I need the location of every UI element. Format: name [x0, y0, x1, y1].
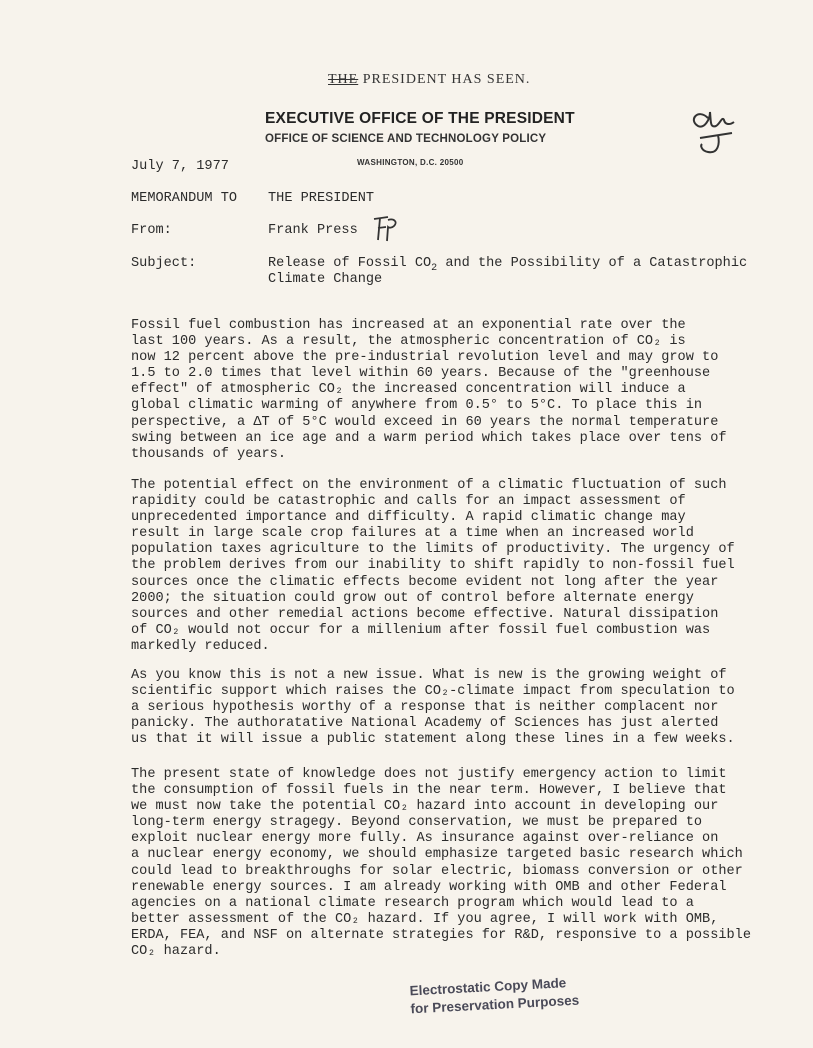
preservation-stamp-line-2: for Preservation Purposes [410, 992, 580, 1017]
subject-line-1 [268, 256, 748, 274]
to-label: MEMORANDUM TO [131, 191, 238, 206]
preservation-stamp [409, 974, 579, 1019]
from-label: From: [131, 223, 172, 238]
handwritten-fp-initials [372, 214, 402, 244]
letterhead-office: OFFICE OF SCIENCE AND TECHNOLOGY POLICY [265, 133, 547, 145]
president-seen-stamp [328, 72, 530, 88]
stamp-text: PRESIDENT HAS SEEN. [358, 72, 531, 87]
letterhead-address: WASHINGTON, D.C. 20500 [357, 158, 464, 167]
subject-line-1-b: and the Possibility of a Catastrophic [437, 256, 748, 271]
paragraph-3: As you know this is not a new issue. What is new is the growing weight of scientific support which raises the CO₂-climate impact from speculation to a serious hypothesis worthy of a response that is neither complacent nor panicky. The authoratative National Academy of Sciences has just alerted us that it will issue a public statement along these lines in a few weeks. [131, 668, 735, 748]
paragraph-2: The potential effect on the environment of a climatic fluctuation of such rapidity could be catastrophic and calls for an impact assessment of unprecedented importance and difficulty. A rapid climatic change may result in large scale crop failures at a time when an increased world population taxes agriculture to the limits of productivity. The urgency of the problem derives from our inability to shift rapidly to non-fossil fuel sources once the climatic effects become evident not long after the year 2000; the situation could grow out of control before alternate energy sources and other remedial actions become effective. Natural dissipation of CO₂ would not occur for a millenium after fossil fuel combustion was markedly reduced. [131, 478, 735, 654]
paragraph-1: Fossil fuel combustion has increased at an exponential rate over the last 100 years. As a result, the atmospheric concentration of CO₂ is now 12 percent above the pre-industrial revolution level and may grow to 1.5 to 2.0 times that level within 60 years. Because of the "greenhouse effect" of atmospheric CO₂ the increased concentration will induce a global climatic warming of anywhere from 0.5° to 5°C. To place this in perspective, a ΔT of 5°C would exceed in 60 years the normal temperature swing between an ice age and a warm period which takes place over tens of thousands of years. [131, 318, 727, 462]
subject-line-2: Climate Change [268, 272, 383, 287]
handwritten-initials [680, 98, 740, 162]
paragraph-4: The present state of knowledge does not justify emergency action to limit the consumption of fossil fuels in the near term. However, I believe that we must now take the potential CO₂ hazard into account in developing our long-term energy stragegy. Beyond conservation, we must be prepared to exploit nuclear energy more fully. As insurance against over-reliance on a nuclear energy economy, we should emphasize targeted basic research which could lead to breakthroughs for solar electric, biomass conversion or other renewable energy sources. I am already working with OMB and other Federal agencies on a national climate research program which would lead to a better assessment of the CO₂ hazard. If you agree, I will work with OMB, ERDA, FEA, and NSF on alternate strategies for R&D, responsive to a possible CO₂ hazard. [131, 767, 751, 960]
memo-date: July 7, 1977 [131, 159, 229, 174]
stamp-strike-word: THE [328, 72, 359, 87]
subject-label: Subject: [131, 256, 197, 271]
letterhead-title: EXECUTIVE OFFICE OF THE PRESIDENT [265, 110, 575, 127]
from-value: Frank Press [268, 223, 358, 238]
subject-line-1-a: Release of Fossil CO [268, 256, 432, 271]
subject-subscript: 2 [431, 263, 438, 274]
to-value: THE PRESIDENT [268, 191, 375, 206]
preservation-stamp-line-1: Electrostatic Copy Made [409, 975, 567, 999]
